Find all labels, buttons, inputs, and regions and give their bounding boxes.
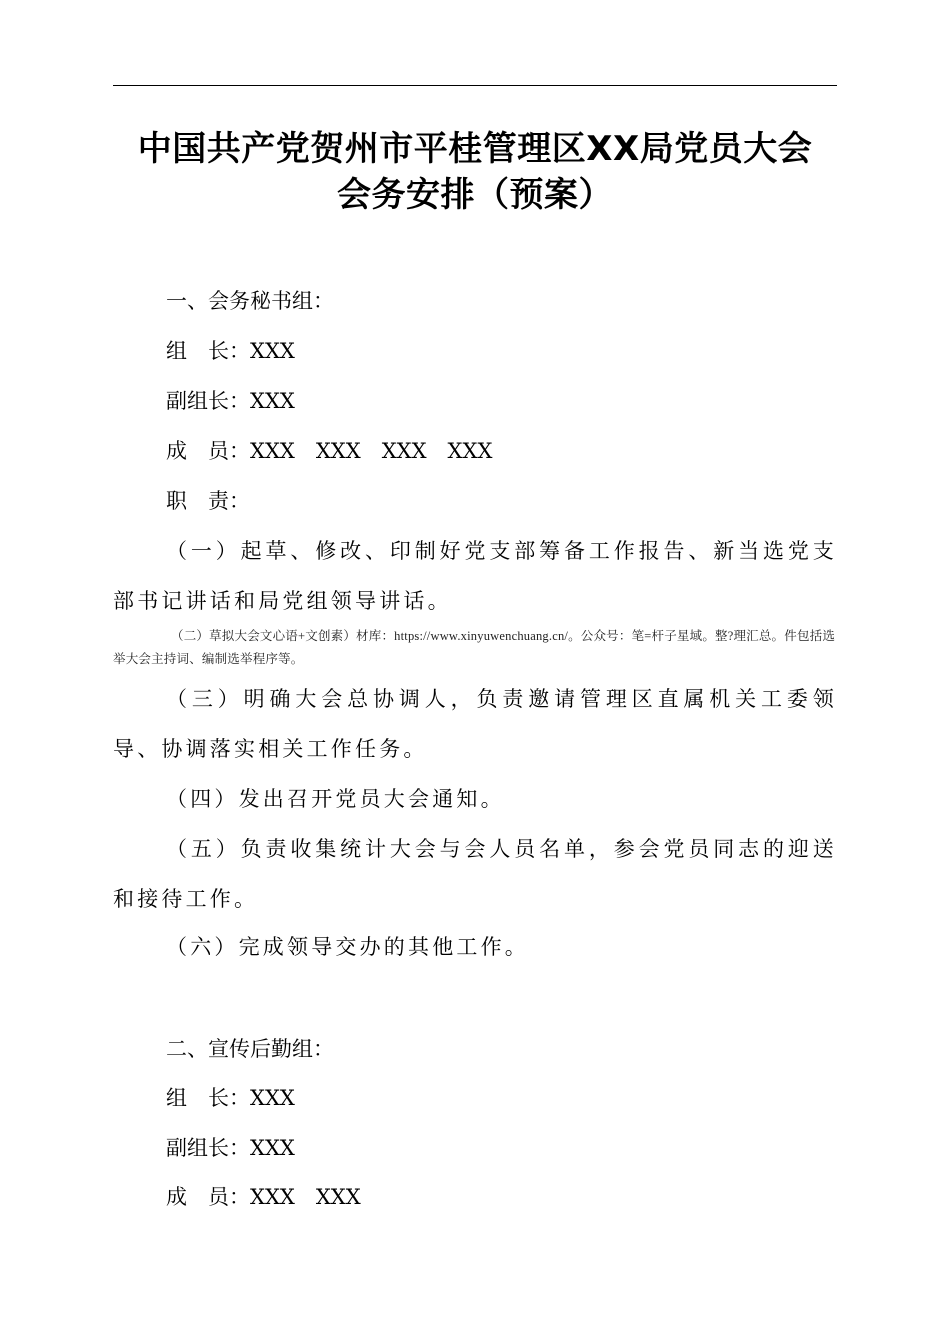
logistics-leader: 组 长：XXX — [166, 1086, 295, 1110]
section-heading-logistics: 二、宣传后勤组： — [166, 1037, 334, 1061]
secretariat-members: 成 员：XXX XXX XXX XXX — [166, 439, 493, 463]
section-heading-secretariat: 一、会务秘书组： — [166, 289, 334, 313]
header-rule — [113, 85, 837, 86]
document-title-line1: 中国共产党贺州市平桂管理区XX局党员大会 — [137, 129, 813, 169]
duty-item-4: （四）发出召开党员大会通知。 — [166, 787, 505, 811]
secretariat-leader: 组 长：XXX — [166, 339, 295, 363]
duty-item-6: （六）完成领导交办的其他工作。 — [166, 935, 529, 959]
document-title-line2: 会务安排（预案） — [337, 175, 613, 215]
logistics-deputy: 副组长：XXX — [166, 1136, 295, 1160]
secretariat-duties-label: 职 责： — [166, 489, 250, 513]
duty-item-2: （二）草拟大会文心语+文创素）材库：https://www.xinyuwenchuang.cn/。公众号：笔=杆子星域。整?理汇总。件包括选举大会主持词、编制选举程序等。 — [113, 629, 836, 666]
duty-item-5: （五）负责收集统计大会与会人员名单，参会党员同志的迎送和接待工作。 — [113, 837, 837, 911]
logistics-members: 成 员：XXX XXX — [166, 1185, 361, 1209]
duty-item-3: （三）明确大会总协调人，负责邀请管理区直属机关工委领导、协调落实相关工作任务。 — [113, 687, 837, 761]
secretariat-deputy: 副组长：XXX — [166, 389, 295, 413]
duty-item-1: （一）起草、修改、印制好党支部筹备工作报告、新当选党支部书记讲话和局党组领导讲话。 — [113, 539, 837, 613]
